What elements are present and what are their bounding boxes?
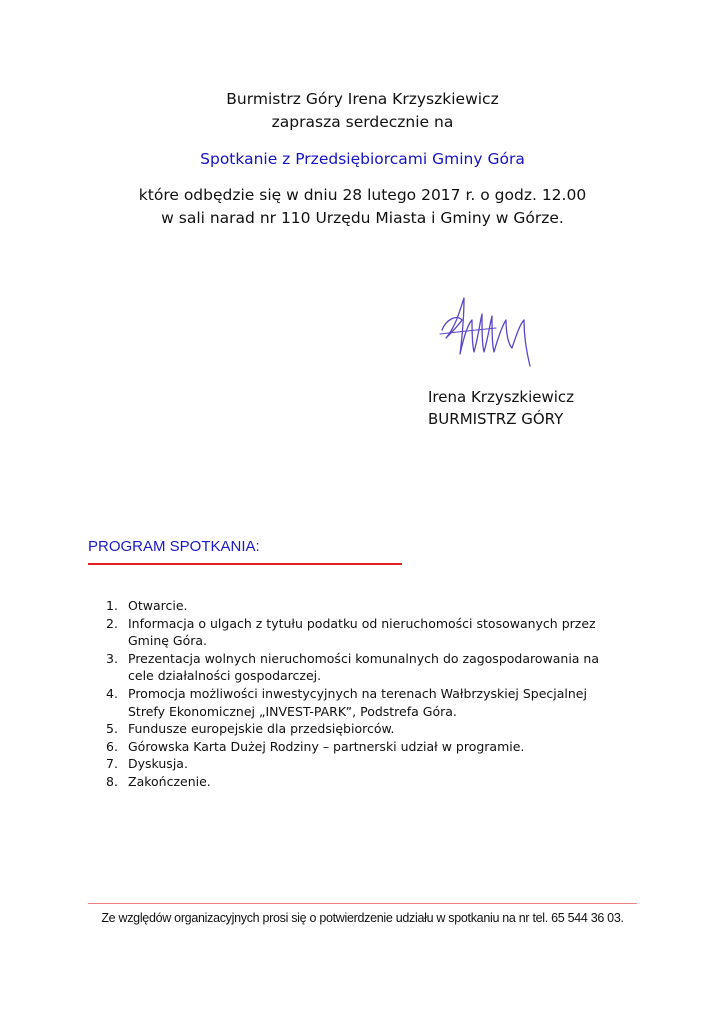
host-line: Burmistrz Góry Irena Krzyszkiewicz xyxy=(226,90,499,108)
agenda-list xyxy=(102,597,622,791)
footer-note: Ze względów organizacyjnych prosi się o potwierdzenie udziału w spotkaniu na nr tel. 65 544 36 03. xyxy=(101,911,624,925)
venue-line: w sali narad nr 110 Urzędu Miasta i Gminy w Górze. xyxy=(161,209,564,227)
signer-title: BURMISTRZ GÓRY xyxy=(428,410,564,428)
agenda-item xyxy=(102,773,622,791)
agenda-item-number: 7. xyxy=(106,756,118,772)
agenda-item-text: Dyskusja. xyxy=(128,756,188,772)
agenda-item-number: 3. xyxy=(106,650,118,666)
agenda-item-text: Zakończenie. xyxy=(128,773,211,789)
event-title: Spotkanie z Przedsiębiorcami Gminy Góra xyxy=(200,150,525,168)
agenda-item-text: Górowska Karta Dużej Rodziny – partnerski udział w programie. xyxy=(128,738,525,754)
program-heading: PROGRAM SPOTKANIA: xyxy=(88,538,260,555)
agenda-item xyxy=(102,755,622,773)
invitation-block xyxy=(0,88,725,230)
agenda-item xyxy=(102,597,622,615)
agenda-item-text: Promocja możliwości inwestycyjnych na terenach Wałbrzyskiej Specjalnej Strefy Ekonomicznej „INVEST-PARK”, Podstrefa Góra. xyxy=(128,685,587,719)
signer-block xyxy=(428,386,574,430)
agenda-item xyxy=(102,615,622,650)
agenda-item-number: 2. xyxy=(106,615,118,631)
agenda-item-number: 1. xyxy=(106,598,118,613)
heading-divider xyxy=(88,563,402,565)
invite-line: zaprasza serdecznie na xyxy=(271,113,454,131)
agenda-item-number: 8. xyxy=(106,773,118,789)
agenda-item-text: Otwarcie. xyxy=(128,598,188,613)
handwritten-signature xyxy=(436,290,536,374)
agenda-item-number: 4. xyxy=(106,685,118,701)
agenda-item xyxy=(102,650,622,685)
agenda-item-number: 6. xyxy=(106,738,118,754)
agenda-item xyxy=(102,720,622,738)
agenda-item xyxy=(102,738,622,756)
agenda-item-text: Informacja o ulgach z tytułu podatku od nieruchomości stosowanych przez Gminę Góra. xyxy=(128,615,596,649)
agenda-item-text: Fundusze europejskie dla przedsiębiorców. xyxy=(128,721,395,737)
date-line: które odbędzie się w dniu 28 lutego 2017 r. o godz. 12.00 xyxy=(138,186,587,204)
agenda-item xyxy=(102,685,622,720)
signer-name: Irena Krzyszkiewicz xyxy=(428,388,575,406)
footer-divider xyxy=(88,903,637,904)
agenda-item-number: 5. xyxy=(106,721,118,737)
agenda-item-text: Prezentacja wolnych nieruchomości komunalnych do zagospodarowania na cele działalności gospodarczej. xyxy=(128,650,600,684)
